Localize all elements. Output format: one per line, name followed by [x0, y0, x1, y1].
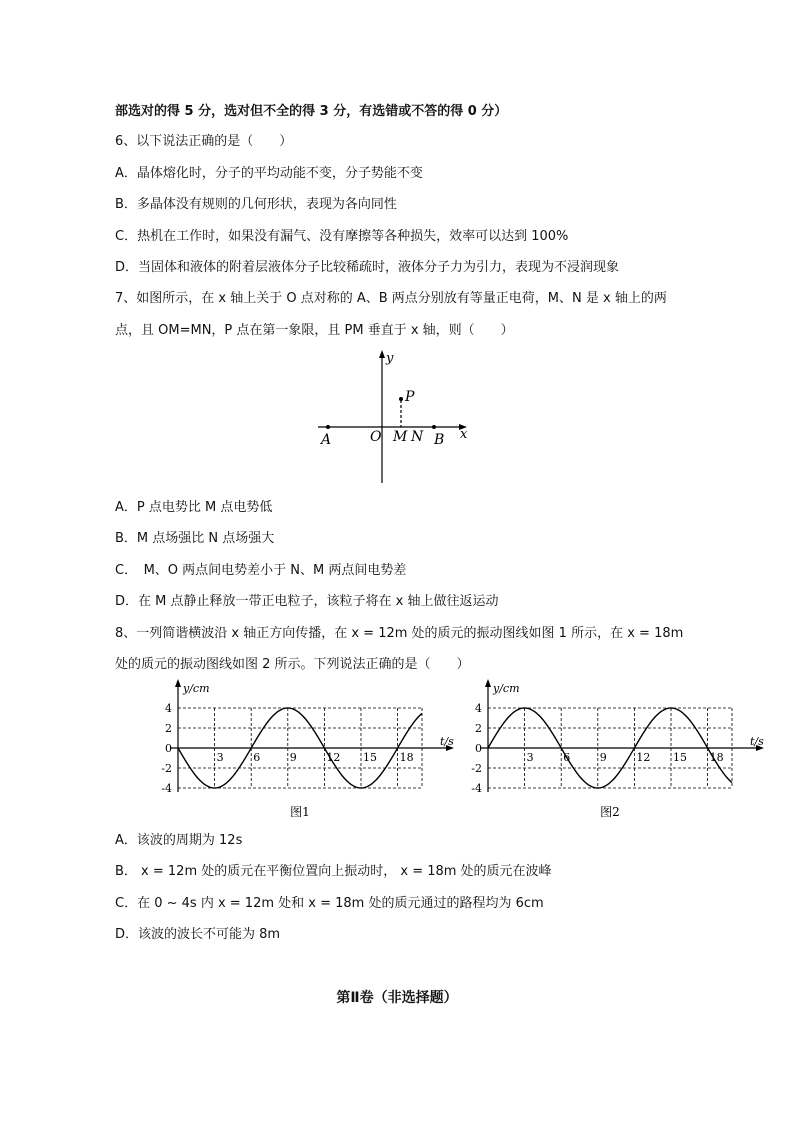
- q8-stem-line1: 8、一列简谐横波沿 x 轴正方向传播，在 x = 12m 处的质元的振动图线如图 1 所示，在 x = 18m: [115, 626, 684, 641]
- y-tick-label: 4: [475, 702, 482, 715]
- label-y: y: [386, 351, 394, 366]
- y-tick-label: -2: [471, 762, 482, 775]
- q6-option-c: C．热机在工作时，如果没有漏气、没有摩擦等各种损失，效率可以达到 100%: [115, 229, 569, 244]
- label-o: O: [370, 429, 382, 445]
- point-p: [399, 397, 403, 401]
- q7-stem-line1: 7、如图所示，在 x 轴上关于 O 点对称的 A、B 两点分别放有等量正电荷，M、N 是 x 轴上的两: [115, 291, 667, 306]
- x-tick-label: 6: [563, 751, 571, 764]
- q7-stem-line2: 点，且 OM=MN，P 点在第一象限，且 PM 垂直于 x 轴，则（ ）: [115, 323, 514, 338]
- q6-option-b: B．多晶体没有规则的几何形状，表现为各向同性: [115, 197, 397, 212]
- y-axis-arrow: [175, 679, 181, 687]
- label-a: A: [321, 432, 332, 448]
- x-tick-label: 12: [326, 751, 341, 764]
- q8-stem-line2: 处的质元的振动图线如图 2 所示。下列说法正确的是（ ）: [115, 657, 470, 672]
- y-tick-label: -4: [471, 782, 482, 795]
- label-p: P: [405, 389, 415, 405]
- point-a: [326, 425, 330, 429]
- x-tick-label: 15: [673, 751, 687, 764]
- x-tick-label: 18: [709, 751, 724, 764]
- x-tick-label: 9: [289, 751, 297, 764]
- x-tick-label: 3: [216, 751, 224, 764]
- y-tick-label: -4: [161, 782, 172, 795]
- label-n: N: [411, 429, 424, 445]
- q8-option-d: D．该波的波长不可能为 8m: [115, 927, 281, 942]
- chart-caption: 图2: [600, 805, 620, 819]
- label-x: x: [460, 427, 468, 442]
- q8-option-c: C．在 0 ~ 4s 内 x = 12m 处和 x = 18m 处的质元通过的路程均为 6cm: [115, 896, 544, 911]
- x-tick-label: 12: [636, 751, 651, 764]
- y-tick-label: -2: [161, 762, 172, 775]
- label-m: M: [393, 429, 408, 445]
- y-axis-arrow: [379, 350, 385, 358]
- y-tick-label: 2: [165, 722, 172, 735]
- label-b: B: [434, 432, 445, 448]
- x-axis-label: t/s: [440, 735, 454, 748]
- scoring-note: 部选对的得 5 分，选对但不全的得 3 分，有选错或不答的得 0 分）: [115, 104, 508, 119]
- q8-option-a: A．该波的周期为 12s: [115, 833, 243, 848]
- q7-coordinate-figure: [310, 348, 480, 488]
- y-axis-label: y/cm: [493, 682, 520, 695]
- q6-stem: 6、以下说法正确的是（ ）: [115, 134, 293, 149]
- q7-option-b: B．M 点场强比 N 点场强大: [115, 531, 275, 546]
- x-tick-label: 18: [399, 751, 414, 764]
- y-axis-label: y/cm: [183, 682, 210, 695]
- vibration-chart-fig2: [440, 678, 770, 818]
- q7-option-c: C． M、O 两点间电势差小于 N、M 两点间电势差: [115, 563, 407, 578]
- y-tick-label: 0: [475, 742, 482, 755]
- q7-option-a: A．P 点电势比 M 点电势低: [115, 500, 273, 515]
- x-tick-label: 6: [253, 751, 261, 764]
- q6-option-d: D．当固体和液体的附着层液体分子比较稀疏时，液体分子力为引力，表现为不浸润现象: [115, 260, 620, 275]
- y-tick-label: 0: [165, 742, 172, 755]
- q8-option-b: B． x = 12m 处的质元在平衡位置向上振动时， x = 18m 处的质元在波峰: [115, 864, 552, 879]
- x-tick-label: 15: [363, 751, 377, 764]
- x-axis-label: t/s: [750, 735, 764, 748]
- chart-caption: 图1: [290, 805, 310, 819]
- q6-option-a: A．晶体熔化时，分子的平均动能不变，分子势能不变: [115, 166, 423, 181]
- y-tick-label: 4: [165, 702, 172, 715]
- section-title: 第Ⅱ卷（非选择题）: [336, 990, 458, 1006]
- vibration-chart-fig1: [130, 678, 454, 819]
- y-axis-arrow: [485, 679, 491, 687]
- y-tick-label: 2: [475, 722, 482, 735]
- point-b: [432, 425, 436, 429]
- q7-option-d: D．在 M 点静止释放一带正电粒子，该粒子将在 x 轴上做往返运动: [115, 594, 499, 609]
- x-tick-label: 9: [599, 751, 607, 764]
- x-tick-label: 3: [526, 751, 534, 764]
